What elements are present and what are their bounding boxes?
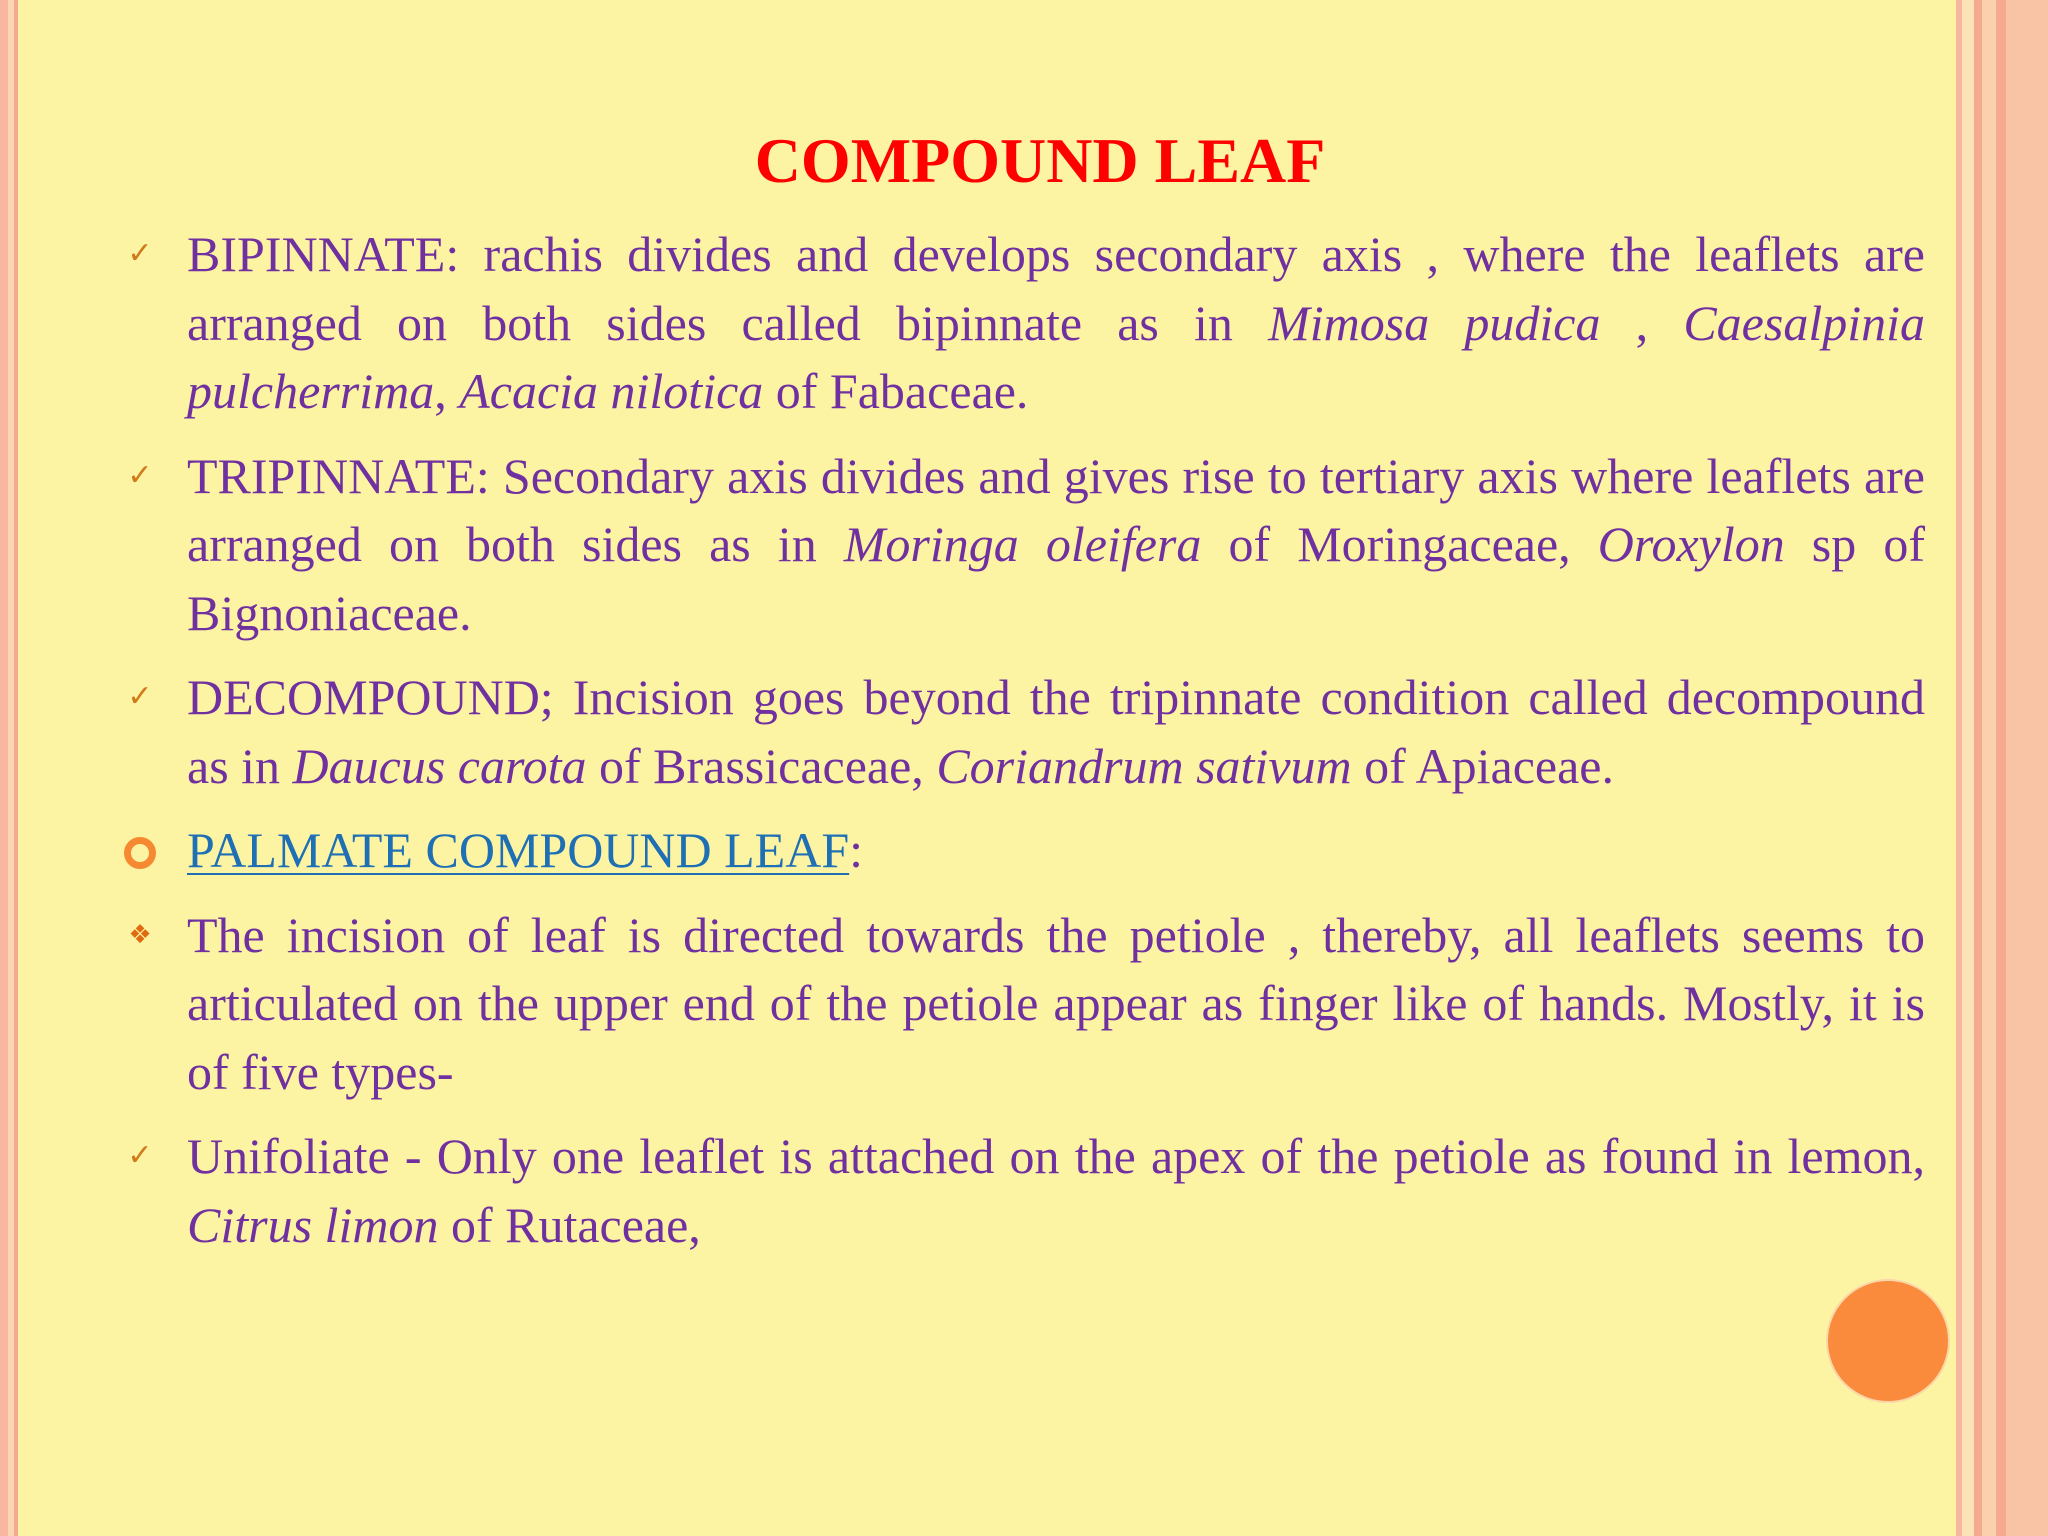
palmate-compound-leaf-link[interactable]: PALMATE COMPOUND LEAF xyxy=(187,822,850,878)
item-text: : xyxy=(849,822,864,878)
right-border-stripe xyxy=(2006,0,2048,1536)
diamond-cluster-icon: ❖ xyxy=(128,919,152,950)
list-item-palmate-heading xyxy=(120,816,1925,885)
item-text: of Moringaceae, xyxy=(1201,516,1598,572)
item-text: The incision of leaf is directed towards the petiole , thereby, all leaflets seems to articulated on the upper end of the petiole appear as finger like of hands. Mostly, it is of five types- xyxy=(187,906,1925,1100)
right-border-stripe xyxy=(1962,0,1974,1536)
species-name: Caesalpinia pulcherrima xyxy=(187,294,1926,419)
item-text: Unifoliate - Only one leaflet is attached on the apex of the petiole as found in lemon, xyxy=(187,1128,1925,1184)
right-border-stripe xyxy=(1996,0,2006,1536)
list-item-unifoliate xyxy=(120,1122,1925,1259)
left-border-stripe xyxy=(0,0,8,1536)
item-text: of Brassicaceae, xyxy=(586,737,937,794)
right-border-stripe xyxy=(1982,0,1996,1536)
slide-title: COMPOUND LEAF xyxy=(754,125,1326,196)
checkmark-icon: ✓ xyxy=(127,457,153,493)
checkmark-icon: ✓ xyxy=(127,1138,153,1173)
list-item-bipinnate xyxy=(120,220,1925,426)
item-text: , xyxy=(1600,294,1684,351)
slide-body xyxy=(120,220,1925,1275)
item-text: , xyxy=(434,363,460,419)
species-name: Oroxylon xyxy=(1597,516,1785,572)
species-name: Coriandrum sativum xyxy=(936,737,1352,794)
species-name: Moringa oleifera xyxy=(843,516,1202,572)
left-border-stripe xyxy=(14,0,18,1536)
decorative-orange-circle xyxy=(1826,1279,1950,1403)
item-text: TRIPINNATE: Secondary axis divides and gives rise to tertiary axis where leaflets are arranged on both sides as in xyxy=(187,447,1925,572)
list-item-palmate-description xyxy=(120,901,1925,1107)
species-name: Mimosa pudica xyxy=(1268,294,1601,351)
item-text: DECOMPOUND; Incision goes beyond the tripinnate condition called decompound as in xyxy=(187,669,1925,794)
item-text: BIPINNATE: rachis divides and develops secondary axis , where the leaflets are arranged on both sides called bipinnate as in xyxy=(187,226,1925,351)
checkmark-icon: ✓ xyxy=(127,236,153,271)
list-item-decompound xyxy=(120,663,1925,800)
item-text: of Fabaceae. xyxy=(763,363,1029,419)
item-text: of Rutaceae, xyxy=(438,1196,701,1253)
right-border-stripe xyxy=(1974,0,1982,1536)
species-name: Daucus carota xyxy=(292,737,587,794)
item-text: sp of Bignoniaceae. xyxy=(187,516,1925,641)
ring-bullet xyxy=(120,816,160,869)
checkmark-icon: ✓ xyxy=(127,679,153,714)
species-name: Citrus limon xyxy=(187,1196,439,1253)
species-name: Acacia nilotica xyxy=(459,363,764,419)
ring-icon xyxy=(124,837,156,869)
item-text: of Apiaceae. xyxy=(1351,737,1614,794)
list-item-tripinnate xyxy=(120,442,1925,648)
